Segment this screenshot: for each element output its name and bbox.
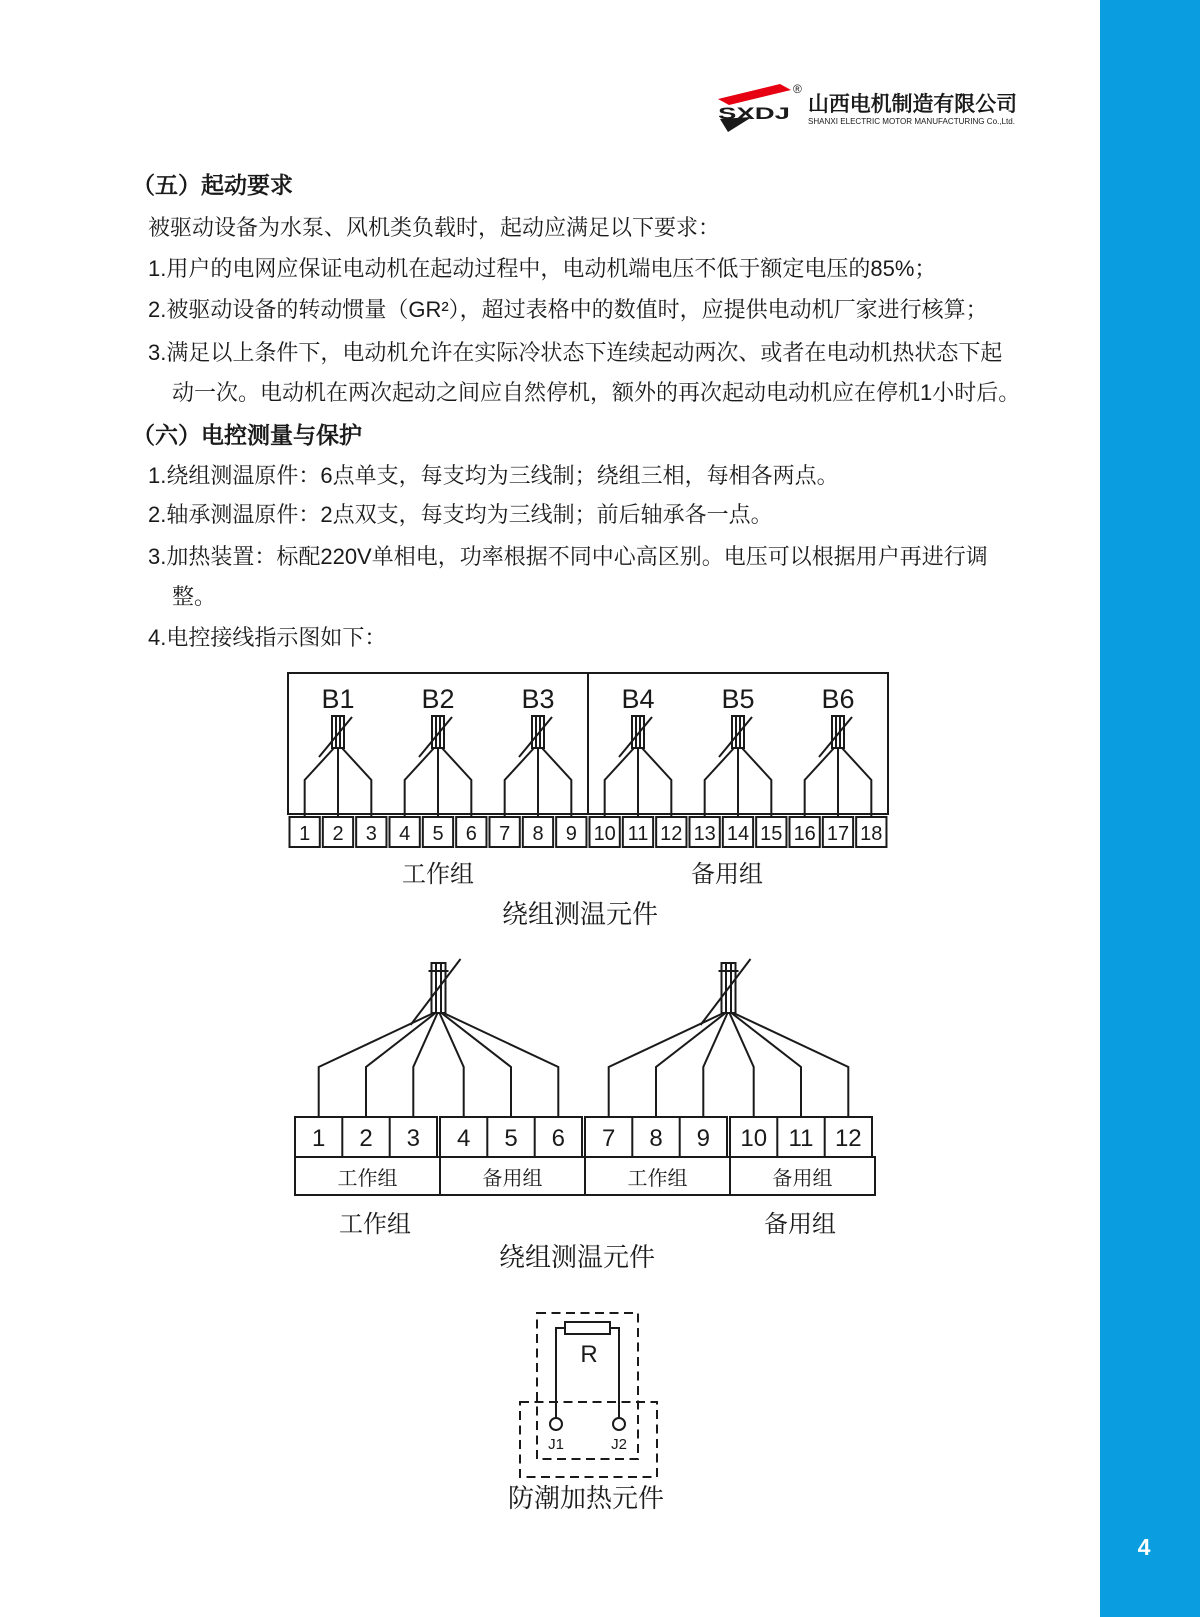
winding-temp-diagram-18 xyxy=(282,660,902,930)
terminal-dashed-box xyxy=(520,1402,657,1477)
terminal-number: 8 xyxy=(649,1125,663,1152)
accent-stripe xyxy=(1100,0,1200,1617)
backup-group-label: 备用组 xyxy=(691,861,763,888)
terminal-number: 12 xyxy=(660,823,683,845)
terminal-number: 2 xyxy=(332,823,344,845)
terminal-number: 6 xyxy=(551,1125,565,1152)
terminal-numbers xyxy=(312,1125,862,1152)
group-cell-label: 工作组 xyxy=(627,1168,688,1190)
company-logo xyxy=(690,78,1035,136)
diagram2-title: 绕组测温元件 xyxy=(498,1242,656,1272)
company-name-cn: 山西电机制造有限公司 xyxy=(808,93,1018,116)
terminal-number: 10 xyxy=(593,823,616,845)
terminal-number: 7 xyxy=(602,1125,616,1152)
section6-item1: 1.绕组测温原件：6点单支，每支均为三线制；绕组三相，每相各两点。 xyxy=(148,463,839,488)
terminal-j1-icon xyxy=(550,1418,562,1430)
probe-label: B2 xyxy=(421,684,455,714)
working-group-label: 工作组 xyxy=(402,861,474,888)
terminal-number: 12 xyxy=(834,1125,862,1152)
terminal-number: 5 xyxy=(432,823,444,845)
section5-item1: 1.用户的电网应保证电动机在起动过程中，电动机端电压不低于额定电压的85%； xyxy=(148,256,937,281)
heater-wire-right xyxy=(610,1328,619,1418)
heater-wire-left xyxy=(556,1328,565,1418)
terminal-number: 9 xyxy=(565,823,577,845)
section5-item3-line2: 动一次。电动机在两次起动之间应自然停机，额外的再次起动电动机应在停机1小时后。 xyxy=(172,380,1021,405)
probe-label: B1 xyxy=(321,684,355,714)
probe-label: B6 xyxy=(821,684,855,714)
section5-intro: 被驱动设备为水泵、风机类负载时，起动应满足以下要求： xyxy=(148,215,721,240)
section6-item4: 4.电控接线指示图如下： xyxy=(148,625,387,650)
terminal-number: 13 xyxy=(693,823,716,845)
terminal-number: 10 xyxy=(740,1125,768,1152)
group-cell-label: 备用组 xyxy=(772,1168,833,1190)
winding-temp-diagram-12 xyxy=(280,935,900,1275)
company-name-en: SHANXI ELECTRIC MOTOR MANUFACTURING Co.,Ltd. xyxy=(808,117,1015,126)
section5-heading: （五）起动要求 xyxy=(132,172,293,198)
probe-label: B4 xyxy=(621,684,655,714)
terminal-j1-label: J1 xyxy=(548,1436,564,1453)
terminal-number: 18 xyxy=(860,823,883,845)
section5-item2: 2.被驱动设备的转动惯量（GR²），超过表格中的数值时，应提供电动机厂家进行核算； xyxy=(148,297,988,322)
resistor-icon xyxy=(565,1322,610,1334)
group-cell-label: 工作组 xyxy=(337,1168,398,1190)
diagram3-title: 防潮加热元件 xyxy=(507,1483,665,1513)
section6-item3-line1: 3.加热装置：标配220V单相电，功率根据不同中心高区别。电压可以根据用户再进行调 xyxy=(148,544,988,569)
terminal-number: 11 xyxy=(627,823,649,845)
section6-heading: （六）电控测量与保护 xyxy=(132,422,362,448)
registered-mark: ® xyxy=(793,82,802,96)
section5-item3-line1: 3.满足以上条件下，电动机允许在实际冷状态下连续起动两次、或者在电动机热状态下起 xyxy=(148,340,1003,365)
terminal-number: 17 xyxy=(826,823,850,845)
terminal-number: 14 xyxy=(726,823,750,845)
terminal-j2-icon xyxy=(613,1418,625,1430)
diagram1-title: 绕组测温元件 xyxy=(501,899,659,929)
backup-group-label: 备用组 xyxy=(764,1211,836,1238)
terminal-number: 15 xyxy=(760,823,783,845)
terminal-number: 2 xyxy=(359,1125,373,1152)
logo-brand-text: SXDJ xyxy=(718,104,790,123)
working-group-label: 工作组 xyxy=(339,1211,411,1238)
terminal-number: 9 xyxy=(696,1125,710,1152)
section6-item3-line2: 整。 xyxy=(172,584,217,609)
heater-diagram xyxy=(505,1300,685,1515)
terminal-number: 16 xyxy=(793,823,816,845)
terminal-number: 5 xyxy=(504,1125,518,1152)
terminal-number: 7 xyxy=(499,823,511,845)
terminal-j2-label: J2 xyxy=(611,1436,627,1453)
terminal-number: 8 xyxy=(532,823,544,845)
resistor-label: R xyxy=(580,1341,598,1368)
terminal-number: 3 xyxy=(406,1125,420,1152)
terminal-number: 4 xyxy=(399,823,411,845)
terminal-number: 1 xyxy=(299,823,311,845)
group-row xyxy=(295,1157,875,1195)
terminal-number: 3 xyxy=(365,823,377,845)
terminal-cells xyxy=(295,1117,872,1157)
terminal-number: 11 xyxy=(788,1125,814,1152)
probe-label: B3 xyxy=(521,684,555,714)
probe-label: B5 xyxy=(721,684,755,714)
probe-icons xyxy=(319,959,849,1117)
terminal-number: 1 xyxy=(312,1125,326,1152)
logo-flag-icon xyxy=(718,84,791,105)
terminal-number: 4 xyxy=(457,1125,471,1152)
group-cell-label: 备用组 xyxy=(482,1168,543,1190)
page-number: 4 xyxy=(1137,1534,1151,1560)
terminal-number: 6 xyxy=(465,823,477,845)
section6-item2: 2.轴承测温原件：2点双支，每支均为三线制；前后轴承各一点。 xyxy=(148,502,773,527)
